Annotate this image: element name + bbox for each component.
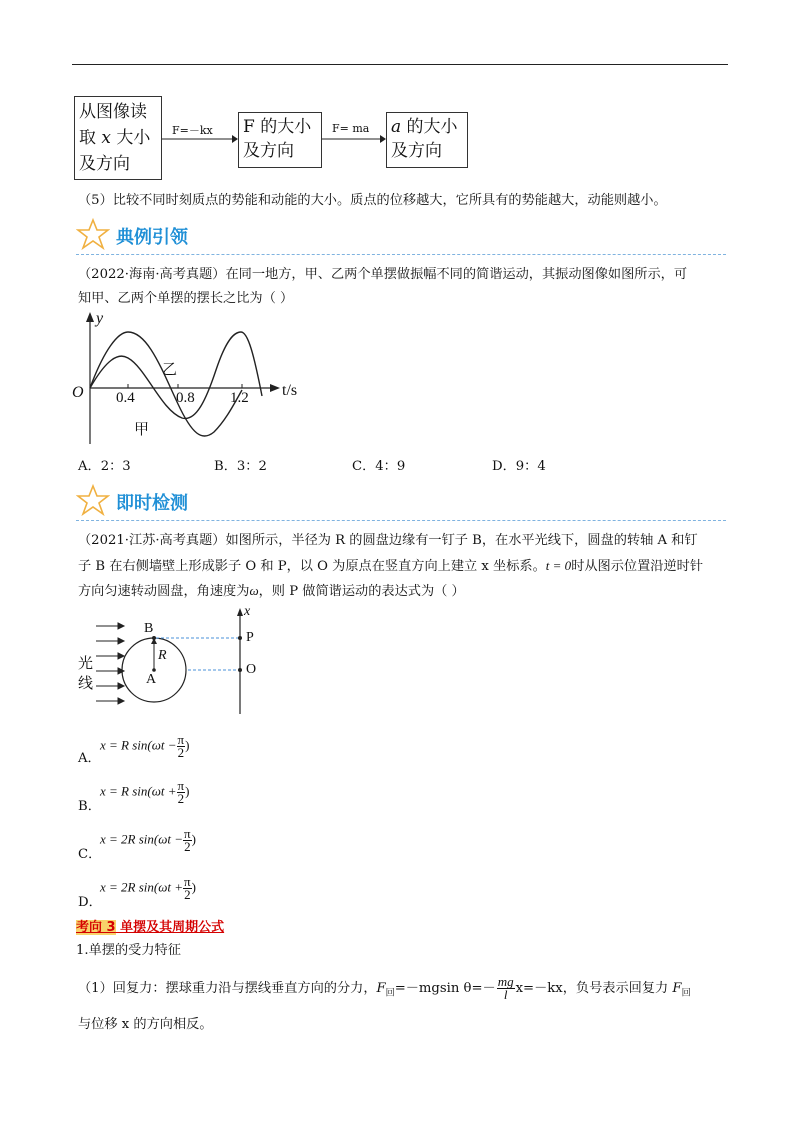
graph-y-label: y bbox=[96, 310, 104, 327]
graph-tick-0.8: 0.8 bbox=[176, 390, 195, 406]
section-divider-1 bbox=[76, 254, 726, 255]
topic-3-title: 考向 3 单摆及其周期公式 bbox=[76, 920, 225, 935]
example-2-line-1: （2021·江苏·高考真题）如图所示，半径为 R 的圆盘边缘有一钉子 B，在水平光线下，圆盘的转轴 A 和钉 bbox=[78, 533, 698, 548]
flow-arrow-1 bbox=[162, 134, 238, 144]
example-2-option-b[interactable]: B． x = R sin(ωt + $\frac{\pi}{2}$ ) bbox=[78, 778, 190, 814]
item-5-text: （5）比较不同时刻质点的势能和动能的大小。质点的位移越大，它所具有的势能越大，动能则越小。 bbox=[78, 193, 667, 208]
example-1-option-b[interactable]: B．3：2 bbox=[214, 459, 267, 474]
example-2-option-d[interactable]: D． x = 2R sin(ωt + $\frac{\pi}{2}$ ) bbox=[78, 874, 196, 910]
example-1-line-2: 知甲、乙两个单摆的摆长之比为（ ） bbox=[78, 291, 294, 306]
sub-section-1-line-1: （1）回复力：摆球重力沿与摆线垂直方向的分力，$F_回=-mgsin$ θ=－ $\frac{mg}{l}$ x=－kx，负号表示回复力 $F_回$ bbox=[78, 974, 691, 1002]
flow-arrow-1-label: F=－kx bbox=[172, 124, 213, 137]
flow-box-1-line1: 从图像读 bbox=[79, 102, 147, 122]
flow-box-3 bbox=[386, 112, 468, 168]
example-2-line-2: 子 B 在右侧墙壁上形成影子 O 和 P，以 O 为原点在竖直方向上建立 x 坐标系。t = 0时从图示位置沿逆时针 bbox=[78, 558, 704, 574]
example-2-option-a[interactable]: A． x = R sin(ωt − $\frac{\pi}{2}$ ) bbox=[78, 732, 190, 766]
graph-tick-1.2: 1.2 bbox=[230, 390, 249, 406]
flow-box-1 bbox=[74, 96, 162, 180]
section-divider-2 bbox=[76, 520, 726, 521]
example-2-option-c[interactable]: C． x = 2R sin(ωt − $\frac{\pi}{2}$ ) bbox=[78, 826, 196, 862]
header-rule bbox=[72, 64, 728, 65]
example-1-option-c[interactable]: C．4：9 bbox=[352, 459, 406, 474]
flow-box-2 bbox=[238, 112, 322, 168]
fig-axis-label: x bbox=[244, 604, 251, 619]
section-title-quick-check: 即时检测 bbox=[116, 493, 188, 514]
graph-series-jia-label: 甲 bbox=[134, 420, 150, 438]
flow-box-2-line2: 及方向 bbox=[243, 141, 294, 161]
graph-origin-label: O bbox=[72, 384, 84, 401]
example-1-line-1: （2022·海南·高考真题）在同一地方，甲、乙两个单摆做振幅不同的简谐运动，其振动图像如图所示，可 bbox=[78, 267, 688, 282]
fig-point-a: A bbox=[146, 672, 157, 687]
graph-x-label: t/s bbox=[282, 382, 298, 399]
flow-box-2-line1: F 的大小 bbox=[243, 117, 312, 137]
star-icon bbox=[76, 484, 110, 516]
sub-section-1-line-2: 与位移 x 的方向相反。 bbox=[78, 1017, 213, 1032]
flow-arrow-2 bbox=[322, 134, 386, 144]
flow-arrow-2-label: F= ma bbox=[332, 122, 370, 135]
fig-light-label-1: 光 bbox=[78, 654, 94, 672]
flow-box-3-line2: 及方向 bbox=[391, 141, 442, 161]
fig-point-p: P bbox=[246, 630, 254, 645]
fig-radius-label: R bbox=[158, 648, 167, 663]
sub-section-1: 1.单摆的受力特征 bbox=[76, 943, 181, 958]
graph-tick-0.4: 0.4 bbox=[116, 390, 135, 406]
example-1-option-d[interactable]: D．9：4 bbox=[492, 459, 546, 474]
fig-light-label-2: 线 bbox=[78, 674, 94, 692]
example-1-option-a[interactable]: A．2：3 bbox=[78, 459, 131, 474]
fig-point-o: O bbox=[246, 662, 257, 677]
flow-box-1-line3: 及方向 bbox=[79, 154, 130, 174]
oscillation-graph bbox=[66, 310, 316, 450]
flow-box-3-line1: a 的大小 bbox=[391, 117, 458, 137]
fig-point-b: B bbox=[144, 621, 154, 636]
example-2-line-3: 方向匀速转动圆盘，角速度为ω，则 P 做简谐运动的表达式为（ ） bbox=[78, 583, 465, 599]
section-title-examples: 典例引领 bbox=[116, 227, 188, 248]
disk-light-figure bbox=[70, 606, 270, 716]
curve-jia bbox=[90, 332, 242, 436]
flow-box-1-line2: 取 x 大小 bbox=[79, 128, 151, 148]
star-icon bbox=[76, 218, 110, 250]
graph-series-yi-label: 乙 bbox=[162, 360, 178, 378]
